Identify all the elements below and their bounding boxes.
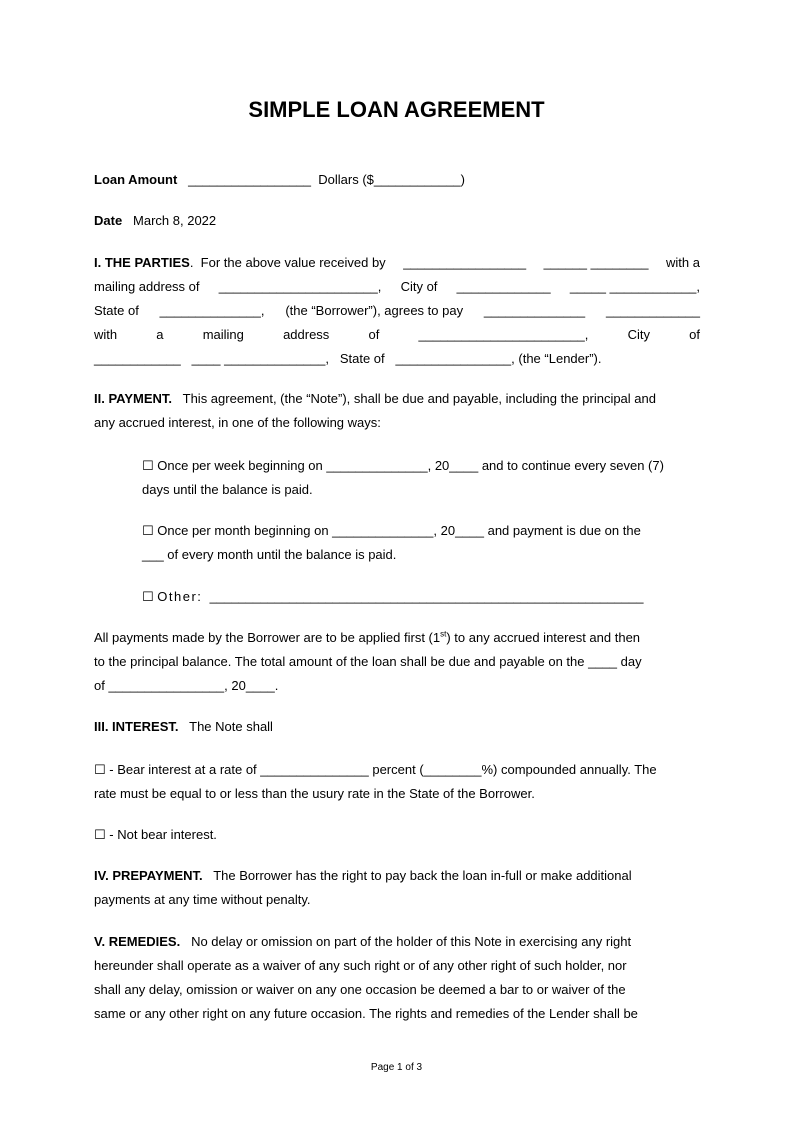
- option-other-line[interactable]: [142, 589, 643, 605]
- payment-heading: II. PAYMENT.: [94, 391, 173, 406]
- parties-heading: I. THE PARTIES: [94, 255, 190, 270]
- parties-text: with a: [666, 255, 700, 270]
- parties-row-3: [94, 303, 700, 319]
- application-line-1: [94, 630, 640, 646]
- application-text: All payments made by the Borrower are to be applied first (1: [94, 630, 441, 645]
- remedies-line-1: [94, 934, 631, 950]
- remedies-heading: V. REMEDIES.: [94, 934, 181, 949]
- parties-text: a: [156, 327, 164, 342]
- parties-text: of: [368, 327, 380, 342]
- parties-blank: _____________: [606, 303, 700, 318]
- parties-text: of: [689, 327, 700, 342]
- parties-blank: ______ ________: [543, 255, 649, 270]
- option-other-checkbox[interactable]: ☐: [142, 589, 154, 604]
- prepayment-line-2: payments at any time without penalty.: [94, 892, 311, 907]
- parties-blank: _____________: [456, 279, 551, 294]
- application-line-3: of ________________, 20____.: [94, 678, 279, 693]
- parties-blank: ____ ______________,: [191, 351, 329, 366]
- parties-text: address: [283, 327, 330, 342]
- option-weekly-line-1[interactable]: ☐ Once per week beginning on ______________, 20____ and to continue every seven (7): [142, 458, 664, 473]
- parties-blank: ______________: [483, 303, 586, 318]
- application-superscript: st: [440, 629, 447, 639]
- parties-row-5: [94, 351, 601, 367]
- option-monthly-line-1[interactable]: ☐ Once per month beginning on ______________, 20____ and payment is due on the: [142, 523, 641, 538]
- parties-blank: ______________________,: [218, 279, 382, 294]
- loan-amount-words-blank: _________________: [188, 172, 312, 187]
- parties-blank: ____________: [94, 351, 181, 366]
- parties-blank: _______________________,: [418, 327, 589, 342]
- parties-text: State of: [94, 303, 139, 318]
- parties-text: mailing: [202, 327, 244, 342]
- prepayment-text: The Borrower has the right to pay back the loan in-full or make additional: [213, 868, 632, 883]
- parties-row-1: I. THE PARTIES. For the above value received by _________________ ______ ________ with a: [94, 255, 700, 270]
- loan-amount-line: [94, 172, 465, 188]
- date-line: [94, 213, 216, 229]
- application-text: ) to any accrued interest and then: [446, 630, 641, 645]
- interest-heading: III. INTEREST.: [94, 719, 179, 734]
- date-label: Date: [94, 213, 123, 228]
- document-title: SIMPLE LOAN AGREEMENT: [248, 97, 545, 122]
- option-bear-interest-line-2: rate must be equal to or less than the usury rate in the State of the Borrower.: [94, 786, 535, 801]
- payment-line-1: [94, 391, 656, 407]
- interest-intro: The Note shall: [189, 719, 273, 734]
- page-number: Page 1 of 3: [370, 1062, 423, 1073]
- parties-row-4: [94, 327, 700, 343]
- parties-text: For the above value received by: [200, 255, 386, 270]
- parties-blank: _________________: [403, 255, 527, 270]
- option-weekly-line-2: days until the balance is paid.: [142, 482, 313, 497]
- parties-text: State of: [339, 351, 385, 366]
- option-other-blank: ____________________________________________________________: [209, 589, 644, 604]
- parties-text: (the “Borrower”), agrees to pay: [285, 303, 464, 318]
- option-monthly-line-2: ___ of every month until the balance is paid.: [142, 547, 397, 562]
- parties-text: mailing address of: [94, 279, 200, 294]
- prepayment-heading: IV. PREPAYMENT.: [94, 868, 203, 883]
- payment-line-2: any accrued interest, in one of the following ways:: [94, 415, 381, 430]
- remedies-text: No delay or omission on part of the holder of this Note in exercising any right: [191, 934, 632, 949]
- remedies-line-2: hereunder shall operate as a waiver of any such right or of any other right of such holder, nor: [94, 958, 627, 973]
- option-bear-interest-line-1[interactable]: ☐ - Bear interest at a rate of _______________ percent (________%) compounded annually. The: [94, 762, 657, 777]
- loan-amount-dollars-text: Dollars ($: [318, 172, 374, 187]
- application-line-2: to the principal balance. The total amount of the loan shall be due and payable on the ____ day: [94, 654, 642, 669]
- parties-blank: _____ ____________,: [569, 279, 700, 294]
- parties-row-2: [94, 279, 700, 295]
- date-value: March 8, 2022: [133, 213, 217, 228]
- parties-text: City of: [400, 279, 438, 294]
- payment-text: This agreement, (the “Note”), shall be due and payable, including the principal and: [182, 391, 656, 406]
- remedies-line-3: shall any delay, omission or waiver on any one occasion be deemed a bar to or waiver of the: [94, 982, 626, 997]
- prepayment-line-1: [94, 868, 632, 884]
- option-other-label: Other:: [157, 589, 203, 604]
- parties-text: City: [627, 327, 650, 342]
- parties-blank: ________________, (the “Lender”).: [395, 351, 602, 366]
- loan-amount-label: Loan Amount: [94, 172, 178, 187]
- loan-amount-number-blank: ____________: [373, 172, 461, 187]
- parties-blank: ______________,: [159, 303, 265, 318]
- option-no-interest[interactable]: ☐ - Not bear interest.: [94, 827, 217, 842]
- interest-line: [94, 719, 273, 735]
- remedies-line-4: same or any other right on any future occasion. The rights and remedies of the Lender shall be: [94, 1006, 638, 1021]
- loan-amount-close: ): [460, 172, 466, 187]
- parties-text: with: [94, 327, 118, 342]
